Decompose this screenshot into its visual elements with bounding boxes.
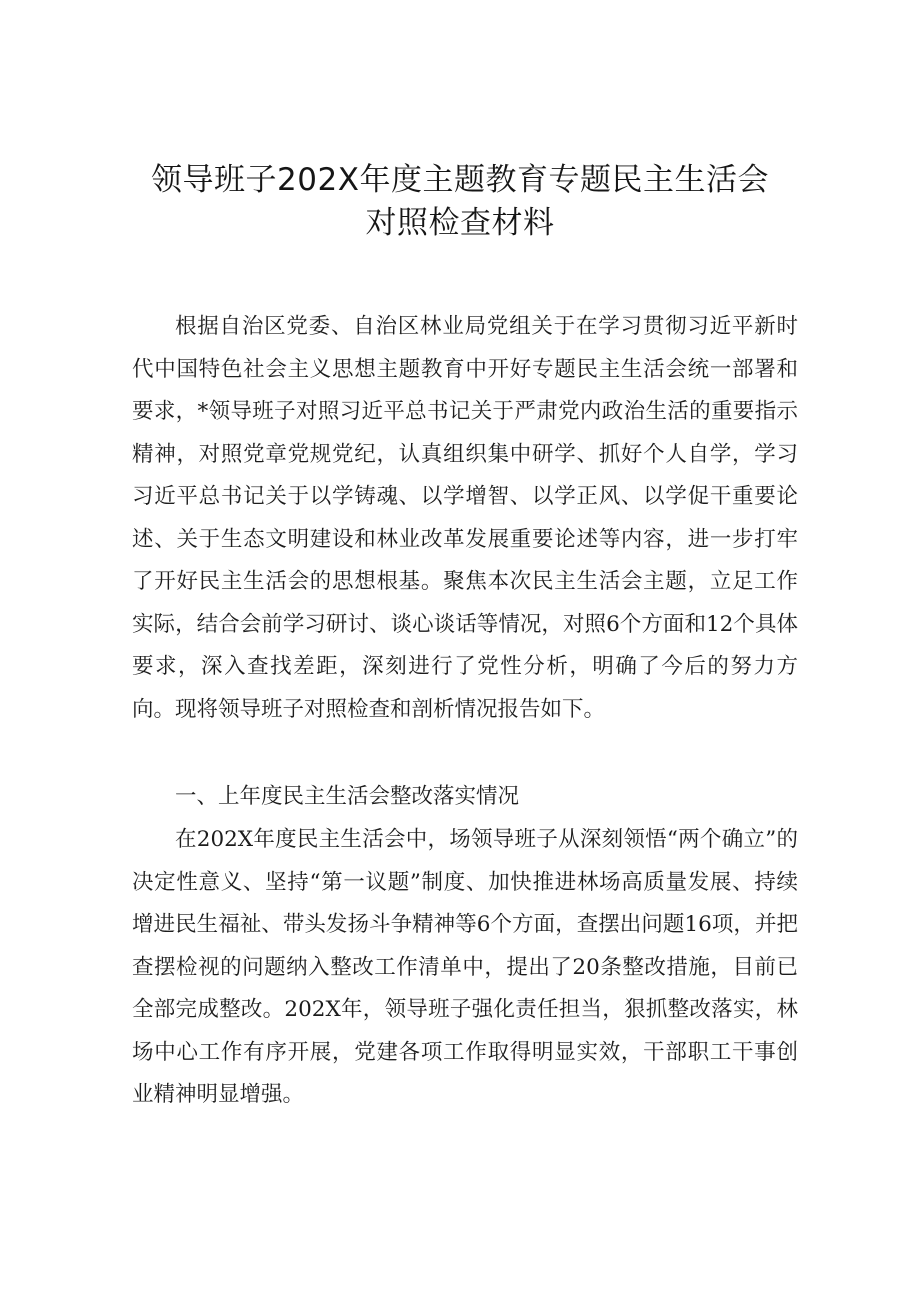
- intro-paragraph: 根据自治区党委、自治区林业局党组关于在学习贯彻习近平新时代中国特色社会主义思想主题教育中开好专题民主生活会统一部署和要求，*领导班子对照习近平总书记关于严肃党内政治生活的重要指示精神，对照党章党规党纪，认真组织集中研学、抓好个人自学，学习习近平总书记关于以学铸魂、以学增智、以学正风、以学促干重要论述、关于生态文明建设和林业改革发展重要论述等内容，进一步打牢了开好民主生活会的思想根基。聚焦本次民主生活会主题，立足工作实际，结合会前学习研讨、谈心谈话等情况，对照6个方面和12个具体要求，深入查找差距，深刻进行了党性分析，明确了今后的努力方向。现将领导班子对照检查和剖析情况报告如下。: [132, 314, 798, 722]
- document-title-line-1: 领导班子202X年度主题教育专题民主生活会: [151, 162, 769, 198]
- section-heading: 一、上年度民主生活会整改落实情况: [175, 784, 520, 809]
- document-title-line-2: 对照检查材料: [365, 205, 555, 241]
- section-paragraph: 在202X年度民主生活会中，场领导班子从深刻领悟“两个确立”的决定性意义、坚持“第一议题”制度、加快推进林场高质量发展、持续增进民生福祉、带头发扬斗争精神等6个方面，查摆出问题16项，并把查摆检视的问题纳入整改工作清单中，提出了20条整改措施，目前已全部完成整改。202X年，领导班子强化责任担当，狠抓整改落实，林场中心工作有序开展，党建各项工作取得明显实效，干部职工干事创业精神明显增强。: [132, 827, 798, 1107]
